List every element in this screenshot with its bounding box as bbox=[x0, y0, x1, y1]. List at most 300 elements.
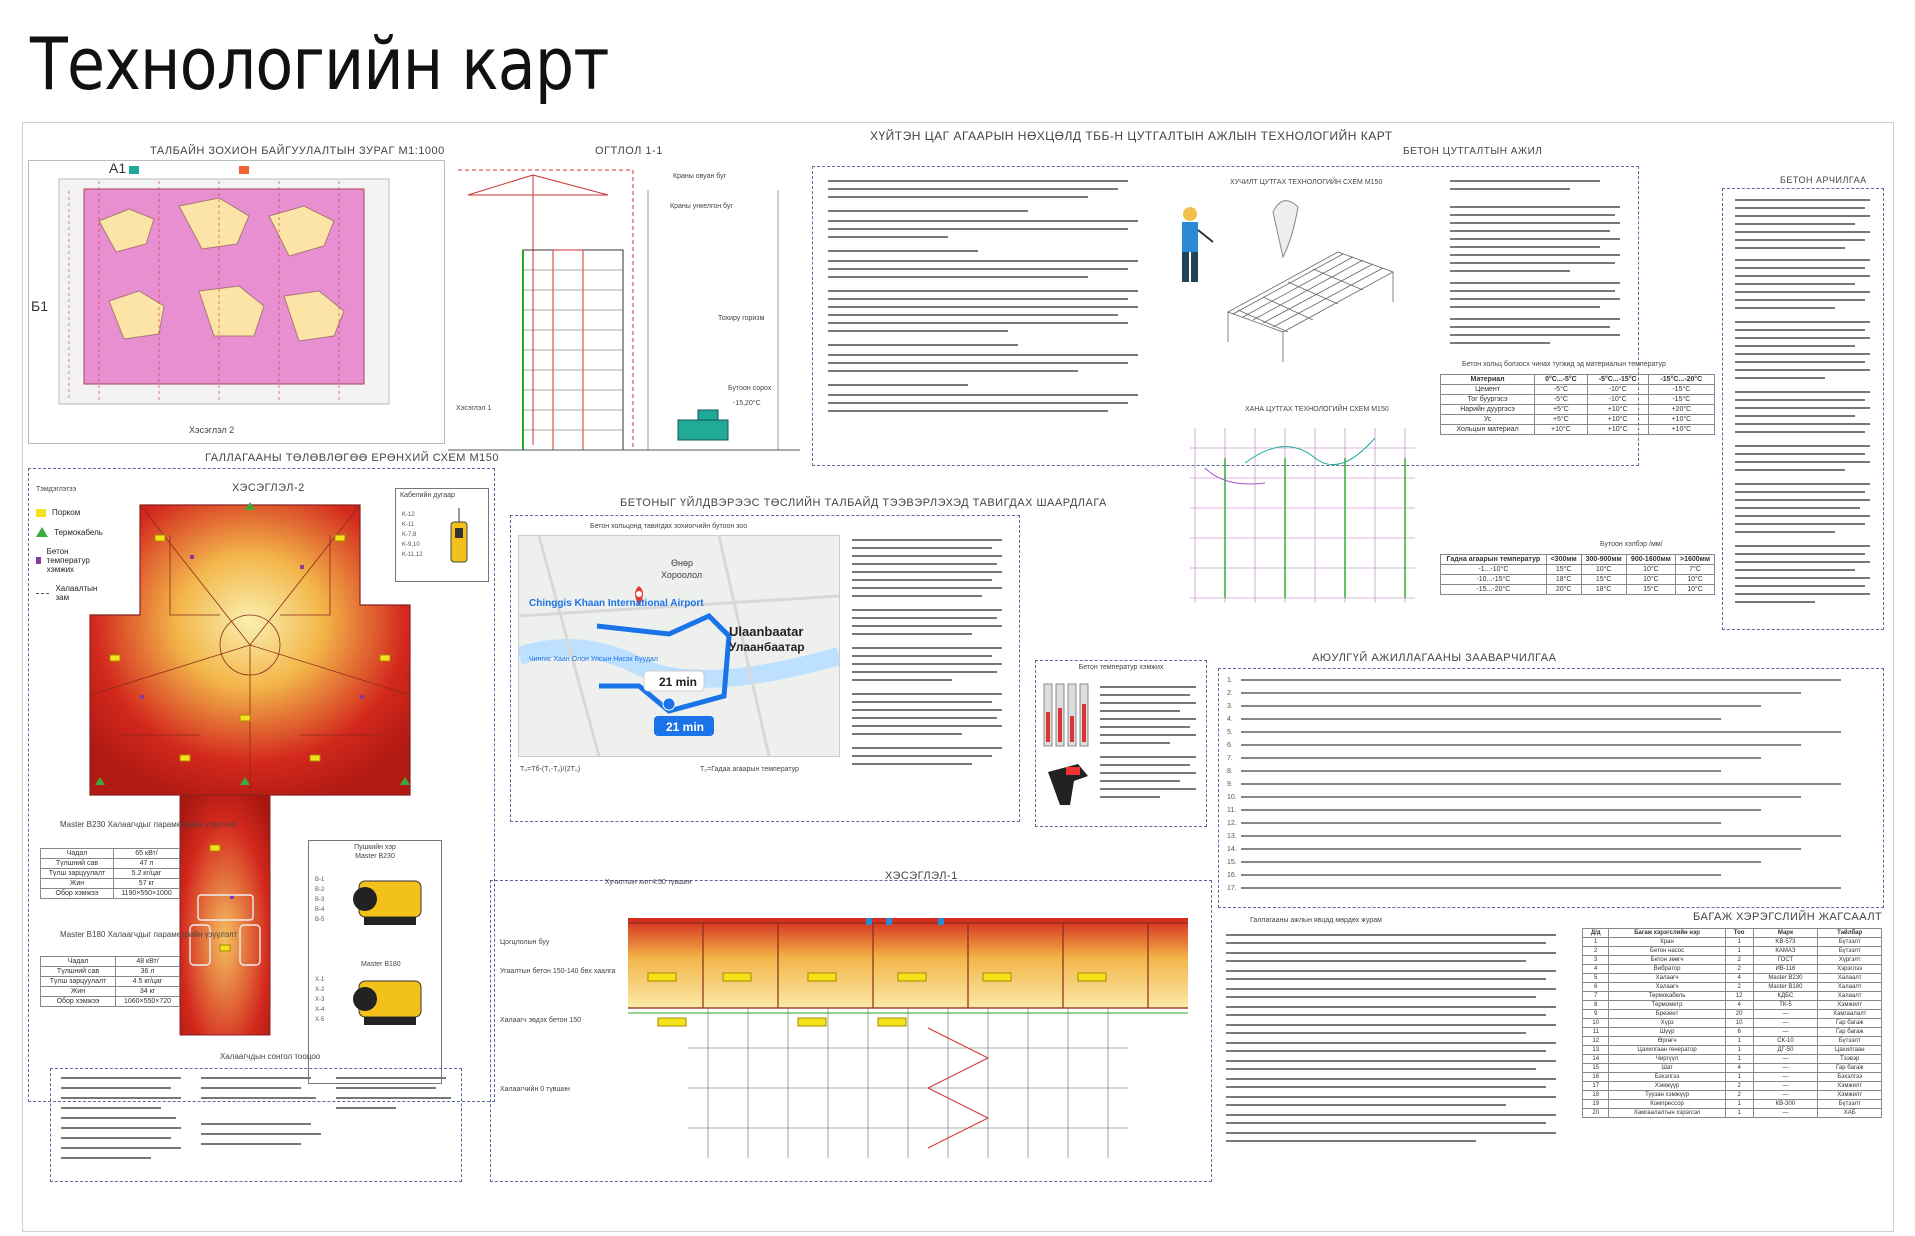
table-cell: 1 bbox=[1725, 1046, 1753, 1055]
table-cell: 20°C bbox=[1546, 585, 1581, 595]
table-cell: Master B180 bbox=[1753, 983, 1818, 992]
table-cell: Өргөгч bbox=[1609, 1037, 1725, 1046]
table-header-cell: Д/д bbox=[1583, 929, 1609, 938]
map-place-2: Хороолол bbox=[661, 570, 703, 580]
table-cell: 4 bbox=[1725, 974, 1753, 983]
table-cell: Чиргүүл bbox=[1609, 1055, 1725, 1064]
safety-line-number: 7. bbox=[1227, 755, 1233, 762]
table-cell: 2 bbox=[1583, 947, 1609, 956]
table-row bbox=[41, 977, 180, 987]
map-caption: Бетон хольцонд тавигдах зохиогчийн бутоон зоо bbox=[590, 523, 748, 530]
table-cell: — bbox=[1753, 1073, 1818, 1082]
table-cell: ИВ-116 bbox=[1753, 965, 1818, 974]
table-cell: — bbox=[1753, 1091, 1818, 1100]
table-row bbox=[1583, 992, 1882, 1001]
table-cell: Бүтээлт bbox=[1818, 1037, 1882, 1046]
table-cell: 5.2 кг/цаг bbox=[113, 869, 179, 879]
route-map[interactable] bbox=[518, 535, 840, 757]
main-title: ХҮЙТЭН ЦАГ АГААРЫН НӨХЦӨЛД ТББ-Н ЦУТГАЛТЫН АЖЛЫН ТЕХНОЛОГИЙН КАРТ bbox=[870, 129, 1393, 143]
safety-lines bbox=[1219, 669, 1883, 907]
table-cell: 1 bbox=[1725, 1109, 1753, 1118]
plan1-callouts bbox=[500, 930, 620, 1170]
legend-swatch-yellow bbox=[36, 509, 46, 517]
svg-text:B-5: B-5 bbox=[315, 917, 325, 923]
heater2-label: Master B180 bbox=[361, 961, 401, 968]
section-label-3: Тохиру горизм bbox=[718, 315, 765, 322]
table-cell: 15°C bbox=[1546, 565, 1581, 575]
table-cell: Жин bbox=[41, 879, 114, 889]
legend-swatch-line bbox=[36, 593, 49, 594]
table-cell: Түлшний сав bbox=[41, 967, 116, 977]
table-cell: Халаалт bbox=[1818, 974, 1882, 983]
master2-caption: Master B180 Халаагчдыг параметрийн үзүүлэлт bbox=[60, 930, 238, 939]
table-cell: 13 bbox=[1583, 1046, 1609, 1055]
table-cell: 1 bbox=[1725, 1073, 1753, 1082]
table-cell: KB-573 bbox=[1753, 938, 1818, 947]
site-plan-title: ТАЛБАЙН ЗОХИОН БАЙГУУЛАЛТЫН ЗУРАГ М1:1000 bbox=[150, 145, 445, 157]
table-cell: 1 bbox=[1583, 938, 1609, 947]
table-header-cell: Марк bbox=[1753, 929, 1818, 938]
table-row bbox=[1583, 1073, 1882, 1082]
axis-top-label: А1 bbox=[109, 161, 127, 176]
table-cell: Хэмжүүр bbox=[1609, 1082, 1725, 1091]
heating-legend: Тэмдэглэгээ Порком Термокабель Бетон температур хэмжих Халаалтын зам bbox=[36, 485, 111, 612]
table-cell: 47 л bbox=[113, 859, 179, 869]
table-cell: +20°C bbox=[1648, 405, 1714, 415]
table-row bbox=[1441, 385, 1715, 395]
table-cell: -5°C bbox=[1535, 395, 1588, 405]
table-cell: Компрессор bbox=[1609, 1100, 1725, 1109]
safety-line-number: 12. bbox=[1227, 820, 1237, 827]
section-title: ОГТЛОЛ 1-1 bbox=[595, 145, 663, 157]
safety-line bbox=[1241, 757, 1761, 759]
svg-text:K-11: K-11 bbox=[402, 522, 415, 528]
table-cell: +10°C bbox=[1648, 415, 1714, 425]
svg-text:B-3: B-3 bbox=[315, 897, 325, 903]
table-cell: КДБС bbox=[1753, 992, 1818, 1001]
table-cell: Хэмжилт bbox=[1818, 1082, 1882, 1091]
svg-text:K-11,12: K-11,12 bbox=[402, 552, 423, 558]
plan1-label-2: Угаалтын бетон 150-140 бөх хаалга bbox=[500, 968, 616, 975]
table-cell: 4 bbox=[1725, 1001, 1753, 1010]
table-cell: 15°C bbox=[1626, 585, 1675, 595]
table-cell: Тээвэр bbox=[1818, 1055, 1882, 1064]
table-header-cell: 300-900мм bbox=[1581, 555, 1626, 565]
table-cell: 2 bbox=[1725, 1091, 1753, 1100]
safety-title: АЮУЛГҮЙ АЖИЛЛАГААНЫ ЗААВАРЧИЛГАА bbox=[1312, 652, 1557, 664]
safety-line bbox=[1241, 835, 1841, 837]
safety-line-number: 1. bbox=[1227, 677, 1233, 684]
plan2-label: ХЭСЭГЛЭЛ-2 bbox=[232, 482, 305, 494]
table-row bbox=[1583, 983, 1882, 992]
heating-calc-box bbox=[50, 1068, 462, 1182]
table-cell: Гар багаж bbox=[1818, 1064, 1882, 1073]
table-cell: -10°C bbox=[1587, 395, 1648, 405]
safety-line-number: 16. bbox=[1227, 872, 1237, 879]
table-cell: Цахилгаан генератор bbox=[1609, 1046, 1725, 1055]
table-header-cell: <300мм bbox=[1546, 555, 1581, 565]
site-plan-drawing bbox=[29, 161, 444, 443]
table-cell: ГОСТ bbox=[1753, 956, 1818, 965]
table-header-cell: Багаж хэрэгслийн нэр bbox=[1609, 929, 1725, 938]
table-row bbox=[41, 889, 180, 899]
section-drawing bbox=[448, 160, 800, 460]
plan1-label-3: Халаагч эвдэх бетон 150 bbox=[500, 1017, 581, 1024]
safety-line-number: 8. bbox=[1227, 768, 1233, 775]
table-cell: Кран bbox=[1609, 938, 1725, 947]
master1-specs bbox=[40, 848, 180, 899]
table-cell: 9 bbox=[1583, 1010, 1609, 1019]
table-cell: -15°C bbox=[1648, 385, 1714, 395]
table-header-cell: Тайлбар bbox=[1818, 929, 1882, 938]
equipment-title: БАГАЖ ХЭРЭГСЛИЙН ЖАГСААЛТ bbox=[1693, 911, 1883, 923]
formula-left: T₀=Tб-(T₁-T₂)/(2T₀) bbox=[520, 766, 581, 773]
wall-scheme-title: ХАНА ЦУТГАХ ТЕХНОЛОГИЙН СХЕМ М150 bbox=[1245, 406, 1389, 413]
table-cell: Хэмжилт bbox=[1818, 1001, 1882, 1010]
safety-line-number: 11. bbox=[1227, 807, 1237, 814]
safety-line bbox=[1241, 796, 1801, 798]
legend-item: Термокабель bbox=[54, 527, 103, 537]
section-label-1: Краны овуан буг bbox=[673, 173, 727, 180]
thermometer-title: Бетон температур хэмжих bbox=[1078, 664, 1164, 671]
table-cell: 1 bbox=[1725, 938, 1753, 947]
table-row bbox=[1583, 1091, 1882, 1100]
heater-title: Пушкийн хэр bbox=[354, 844, 396, 851]
map-place-5: Ulaanbaatar bbox=[729, 624, 804, 639]
master1-caption: Master B230 Халаагчдыг параметрийн үзүүлэлт bbox=[60, 820, 238, 829]
table-cell: Түлш зарцуулалт bbox=[41, 977, 116, 987]
section-label-5: -15,20°С bbox=[733, 400, 761, 407]
table-cell: КАМАЗ bbox=[1753, 947, 1818, 956]
legend-swatch-square bbox=[36, 557, 41, 564]
table-cell: 36 л bbox=[116, 967, 180, 977]
table-cell: 17 bbox=[1583, 1082, 1609, 1091]
slab-pour-scheme bbox=[1168, 172, 1398, 372]
table-cell: 10°C bbox=[1676, 575, 1715, 585]
safety-line bbox=[1241, 809, 1761, 811]
table-cell: 15 bbox=[1583, 1064, 1609, 1073]
map-place-1: Өнөр bbox=[671, 558, 693, 568]
table-cell: Цемент bbox=[1441, 385, 1535, 395]
safety-line bbox=[1241, 848, 1801, 850]
table-cell: +10°C bbox=[1535, 425, 1588, 435]
heating-notes-title: Галлагааны ажлын явцад мөрдөх журам bbox=[1250, 917, 1382, 924]
table-cell: Хамгаалалтын хэрэгсэл bbox=[1609, 1109, 1725, 1118]
table-cell: Обор хэмжээ bbox=[41, 997, 116, 1007]
cable-title: Кабелийн дугаар bbox=[400, 492, 455, 499]
table-cell: ТК-5 bbox=[1753, 1001, 1818, 1010]
safety-line-number: 2. bbox=[1227, 690, 1233, 697]
page-title: Технологийн карт bbox=[30, 22, 609, 106]
heater1-label: Master B230 bbox=[355, 853, 395, 860]
table-cell: 7 bbox=[1583, 992, 1609, 1001]
table-row bbox=[1583, 1082, 1882, 1091]
safety-line-number: 14. bbox=[1227, 846, 1237, 853]
table-cell: 14 bbox=[1583, 1055, 1609, 1064]
table-cell: — bbox=[1753, 1064, 1818, 1073]
equipment-table bbox=[1582, 928, 1882, 1118]
table-cell: 1060×550×720 bbox=[116, 997, 180, 1007]
table-cell: 11 bbox=[1583, 1028, 1609, 1037]
safety-line-number: 15. bbox=[1227, 859, 1237, 866]
table-cell: — bbox=[1753, 1028, 1818, 1037]
table-cell: СК-10 bbox=[1753, 1037, 1818, 1046]
table-row bbox=[1583, 1010, 1882, 1019]
table-cell: Вибратор bbox=[1609, 965, 1725, 974]
table-row bbox=[1441, 575, 1715, 585]
table-cell: -1...-10°C bbox=[1441, 565, 1547, 575]
heating-notes bbox=[1220, 930, 1570, 1175]
safety-frame bbox=[1218, 668, 1884, 908]
table-cell: 2 bbox=[1725, 965, 1753, 974]
table-cell: 18°C bbox=[1546, 575, 1581, 585]
svg-text:X-3: X-3 bbox=[315, 997, 325, 1003]
table-cell: Ус bbox=[1441, 415, 1535, 425]
table-cell: Бетон зөөгч bbox=[1609, 956, 1725, 965]
table-header-cell: 900-1600мм bbox=[1626, 555, 1675, 565]
table-cell: 10°C bbox=[1676, 585, 1715, 595]
delivery-title: БЕТОНЫГ ҮЙЛДВЭРЭЭС ТӨСЛИЙН ТАЛБАЙД ТЭЭВЭРЛЭХЭД ТАВИГДАХ ШААРДЛАГА bbox=[620, 497, 1107, 509]
table-row bbox=[1583, 1046, 1882, 1055]
table-cell: 12 bbox=[1583, 1037, 1609, 1046]
safety-line bbox=[1241, 744, 1801, 746]
table-cell: Термокабель bbox=[1609, 992, 1725, 1001]
table-header-cell: >1600мм bbox=[1676, 555, 1715, 565]
table-cell: Чадал bbox=[41, 849, 114, 859]
table-cell: 19 bbox=[1583, 1100, 1609, 1109]
table-cell: 10°C bbox=[1581, 565, 1626, 575]
legend-swatch-triangle bbox=[36, 527, 48, 537]
table-cell: 34 кг bbox=[116, 987, 180, 997]
heating-scheme-title: ГАЛЛАГААНЫ ТӨЛӨВЛӨГӨӨ ЕРӨНХИЙ СХЕМ М150 bbox=[205, 452, 499, 464]
route-time-1: 21 min bbox=[659, 675, 698, 689]
table-cell: 20 bbox=[1583, 1109, 1609, 1118]
table-cell: +5°C bbox=[1535, 415, 1588, 425]
svg-text:X-5: X-5 bbox=[315, 1017, 325, 1023]
table-row bbox=[41, 997, 180, 1007]
table-cell: ДГ-50 bbox=[1753, 1046, 1818, 1055]
table-cell: Цахилгаан bbox=[1818, 1046, 1882, 1055]
table-cell: +10°C bbox=[1587, 415, 1648, 425]
table-cell: Шүүр bbox=[1609, 1028, 1725, 1037]
heating-calc-caption: Халаагчдын сонгол тооцоо bbox=[220, 1052, 321, 1061]
table-cell: КВ-300 bbox=[1753, 1100, 1818, 1109]
plan1-label-4: Халаагчийн 0 түвшин bbox=[500, 1086, 570, 1093]
safety-line bbox=[1241, 874, 1721, 876]
plan1-drawing bbox=[628, 918, 1188, 1158]
table-cell: 48 кВт/ bbox=[116, 957, 180, 967]
table-cell: Туузан хэмжүүр bbox=[1609, 1091, 1725, 1100]
table-cell: 65 кВт/ bbox=[113, 849, 179, 859]
table-row bbox=[41, 859, 180, 869]
table-cell: Бүтээлт bbox=[1818, 938, 1882, 947]
concrete-work-notes bbox=[820, 176, 1150, 461]
table-row bbox=[1583, 1001, 1882, 1010]
map-place-6: Улаанбаатар bbox=[729, 640, 805, 654]
safety-line-number: 6. bbox=[1227, 742, 1233, 749]
table-cell: Хэрэглээ bbox=[1818, 965, 1882, 974]
material-table-header bbox=[1441, 375, 1715, 385]
safety-line bbox=[1241, 705, 1761, 707]
table-cell: 1 bbox=[1725, 1037, 1753, 1046]
svg-text:K-12: K-12 bbox=[402, 512, 415, 518]
table-row bbox=[1441, 425, 1715, 435]
table-cell: 6 bbox=[1583, 983, 1609, 992]
table-row bbox=[41, 987, 180, 997]
safety-line-number: 4. bbox=[1227, 716, 1233, 723]
thermometer-frame bbox=[1035, 660, 1207, 827]
legend-item: Порком bbox=[52, 508, 81, 517]
pour-temp-table-title: Бутоон хэлбэр /мм/ bbox=[1600, 541, 1663, 548]
concrete-care-notes bbox=[1730, 195, 1875, 625]
svg-text:X-1: X-1 bbox=[315, 977, 325, 983]
table-cell: Бетон насос bbox=[1609, 947, 1725, 956]
legend-item: Халаалтын зам bbox=[55, 584, 98, 602]
table-cell: Халаагч bbox=[1609, 974, 1725, 983]
table-cell: Халаалт bbox=[1818, 992, 1882, 1001]
table-row bbox=[1583, 1019, 1882, 1028]
table-cell: -15°C bbox=[1648, 395, 1714, 405]
table-cell: 8 bbox=[1583, 1001, 1609, 1010]
table-cell: 1 bbox=[1725, 1055, 1753, 1064]
table-cell: 6 bbox=[1725, 1028, 1753, 1037]
table-cell: 1 bbox=[1725, 947, 1753, 956]
table-cell: -15...-20°C bbox=[1441, 585, 1547, 595]
concrete-work-title: БЕТОН ЦУТГАЛТЫН АЖИЛ bbox=[1403, 146, 1543, 157]
safety-line bbox=[1241, 783, 1841, 785]
safety-line bbox=[1241, 770, 1721, 772]
table-cell: ХАБ bbox=[1818, 1109, 1882, 1118]
table-row bbox=[1441, 415, 1715, 425]
table-cell: — bbox=[1753, 1109, 1818, 1118]
table-cell: 10°C bbox=[1626, 565, 1675, 575]
table-cell: 7°C bbox=[1676, 565, 1715, 575]
table-header-cell: Материал bbox=[1441, 375, 1535, 385]
table-cell: +10°C bbox=[1587, 405, 1648, 415]
table-row bbox=[41, 879, 180, 889]
table-cell: -10°C bbox=[1587, 385, 1648, 395]
table-cell: 18°C bbox=[1581, 585, 1626, 595]
table-cell: Хүрз bbox=[1609, 1019, 1725, 1028]
svg-text:B-1: B-1 bbox=[315, 877, 325, 883]
svg-text:K-7,8: K-7,8 bbox=[402, 532, 417, 538]
table-cell: 4 bbox=[1583, 965, 1609, 974]
table-header-cell: 0°C...-5°C bbox=[1535, 375, 1588, 385]
plan1-label-1: Цогцлолын буу bbox=[500, 939, 550, 946]
axis-left-label: Б1 bbox=[31, 298, 48, 314]
table-cell: 1 bbox=[1725, 1100, 1753, 1109]
table-row bbox=[1583, 1064, 1882, 1073]
table-cell: 10 bbox=[1725, 1019, 1753, 1028]
table-cell: — bbox=[1753, 1010, 1818, 1019]
table-cell: Тог буургэсэ bbox=[1441, 395, 1535, 405]
material-temp-table bbox=[1440, 374, 1715, 435]
table-row bbox=[41, 849, 180, 859]
table-cell: Термометр bbox=[1609, 1001, 1725, 1010]
table-header-cell: Тоо bbox=[1725, 929, 1753, 938]
table-row bbox=[1583, 1100, 1882, 1109]
section2-label: Хэсэглэл 2 bbox=[189, 425, 235, 435]
safety-line bbox=[1241, 718, 1721, 720]
table-cell: Чадал bbox=[41, 957, 116, 967]
table-cell: Обор хэмжээ bbox=[41, 889, 114, 899]
map-place-4: Чингис Хаан Олон Улсын Нисэх Буудал bbox=[529, 656, 659, 663]
svg-text:B-4: B-4 bbox=[315, 907, 325, 913]
table-cell: Бүтээлт bbox=[1818, 947, 1882, 956]
safety-line-number: 5. bbox=[1227, 729, 1233, 736]
table-row bbox=[1441, 395, 1715, 405]
heater-box bbox=[308, 840, 442, 1084]
table-header-cell: Гадна агаарын температур bbox=[1441, 555, 1547, 565]
table-cell: 3 bbox=[1583, 956, 1609, 965]
map-place-3: Chinggis Khaan International Airport bbox=[529, 598, 704, 609]
table-cell: Түлш зарцуулалт bbox=[41, 869, 114, 879]
table-cell: Бүтээлт bbox=[1818, 1100, 1882, 1109]
table-cell: 4.5 кг/цаг bbox=[116, 977, 180, 987]
safety-line-number: 9. bbox=[1227, 781, 1233, 788]
table-cell: -5°C bbox=[1535, 385, 1588, 395]
formula-right: T₀=Гадаа агаарын температур bbox=[700, 766, 799, 773]
table-cell: Нарийн дуургэсэ bbox=[1441, 405, 1535, 415]
table-cell: Шат bbox=[1609, 1064, 1725, 1073]
table-cell: Брезент bbox=[1609, 1010, 1725, 1019]
table-row bbox=[1583, 1028, 1882, 1037]
wall-pour-scheme bbox=[1185, 418, 1425, 613]
table-cell: 5 bbox=[1583, 974, 1609, 983]
table-header-cell: -15°C...-20°C bbox=[1648, 375, 1714, 385]
table-row bbox=[1583, 956, 1882, 965]
table-cell: Халаалт bbox=[1818, 983, 1882, 992]
material-temp-table-title: Бетон хольц болзосх чинах тугжид эд материалын температур bbox=[1462, 361, 1666, 368]
safety-line bbox=[1241, 731, 1841, 733]
safety-line-number: 10. bbox=[1227, 794, 1237, 801]
table-row bbox=[41, 869, 180, 879]
table-cell: Халаагч bbox=[1609, 983, 1725, 992]
table-cell: 4 bbox=[1725, 1064, 1753, 1073]
table-cell: +5°C bbox=[1535, 405, 1588, 415]
table-row bbox=[41, 967, 180, 977]
safety-line-number: 3. bbox=[1227, 703, 1233, 710]
table-row bbox=[1583, 947, 1882, 956]
safety-line-number: 17. bbox=[1227, 885, 1237, 892]
slab-scheme-title: ХУЧИЛТ ЦУТГАХ ТЕХНОЛОГИЙН СХЕМ М150 bbox=[1230, 179, 1383, 186]
table-cell: Хэмжилт bbox=[1818, 1091, 1882, 1100]
table-row bbox=[1583, 1109, 1882, 1118]
legend-item: Бетон температур хэмжих bbox=[46, 547, 90, 574]
site-plan bbox=[28, 160, 445, 444]
table-cell: 1190×550×1000 bbox=[113, 889, 179, 899]
table-cell: 16 bbox=[1583, 1073, 1609, 1082]
svg-text:B-2: B-2 bbox=[315, 887, 325, 893]
master2-specs bbox=[40, 956, 180, 1007]
table-cell: +10°C bbox=[1587, 425, 1648, 435]
table-cell: 10°C bbox=[1626, 575, 1675, 585]
table-cell: Хамгаалалт bbox=[1818, 1010, 1882, 1019]
table-row bbox=[1583, 965, 1882, 974]
table-cell: Гар багаж bbox=[1818, 1028, 1882, 1037]
table-cell: Master B230 bbox=[1753, 974, 1818, 983]
svg-text:X-4: X-4 bbox=[315, 1007, 325, 1013]
table-cell: — bbox=[1753, 1019, 1818, 1028]
table-cell: Бэхэлгээ bbox=[1818, 1073, 1882, 1082]
table-cell: +10°C bbox=[1648, 425, 1714, 435]
table-cell: 12 bbox=[1725, 992, 1753, 1001]
safety-line bbox=[1241, 822, 1721, 824]
svg-text:X-2: X-2 bbox=[315, 987, 325, 993]
table-cell: Гар багаж bbox=[1818, 1019, 1882, 1028]
table-cell: -10...-15°C bbox=[1441, 575, 1547, 585]
delivery-notes bbox=[850, 535, 1010, 815]
